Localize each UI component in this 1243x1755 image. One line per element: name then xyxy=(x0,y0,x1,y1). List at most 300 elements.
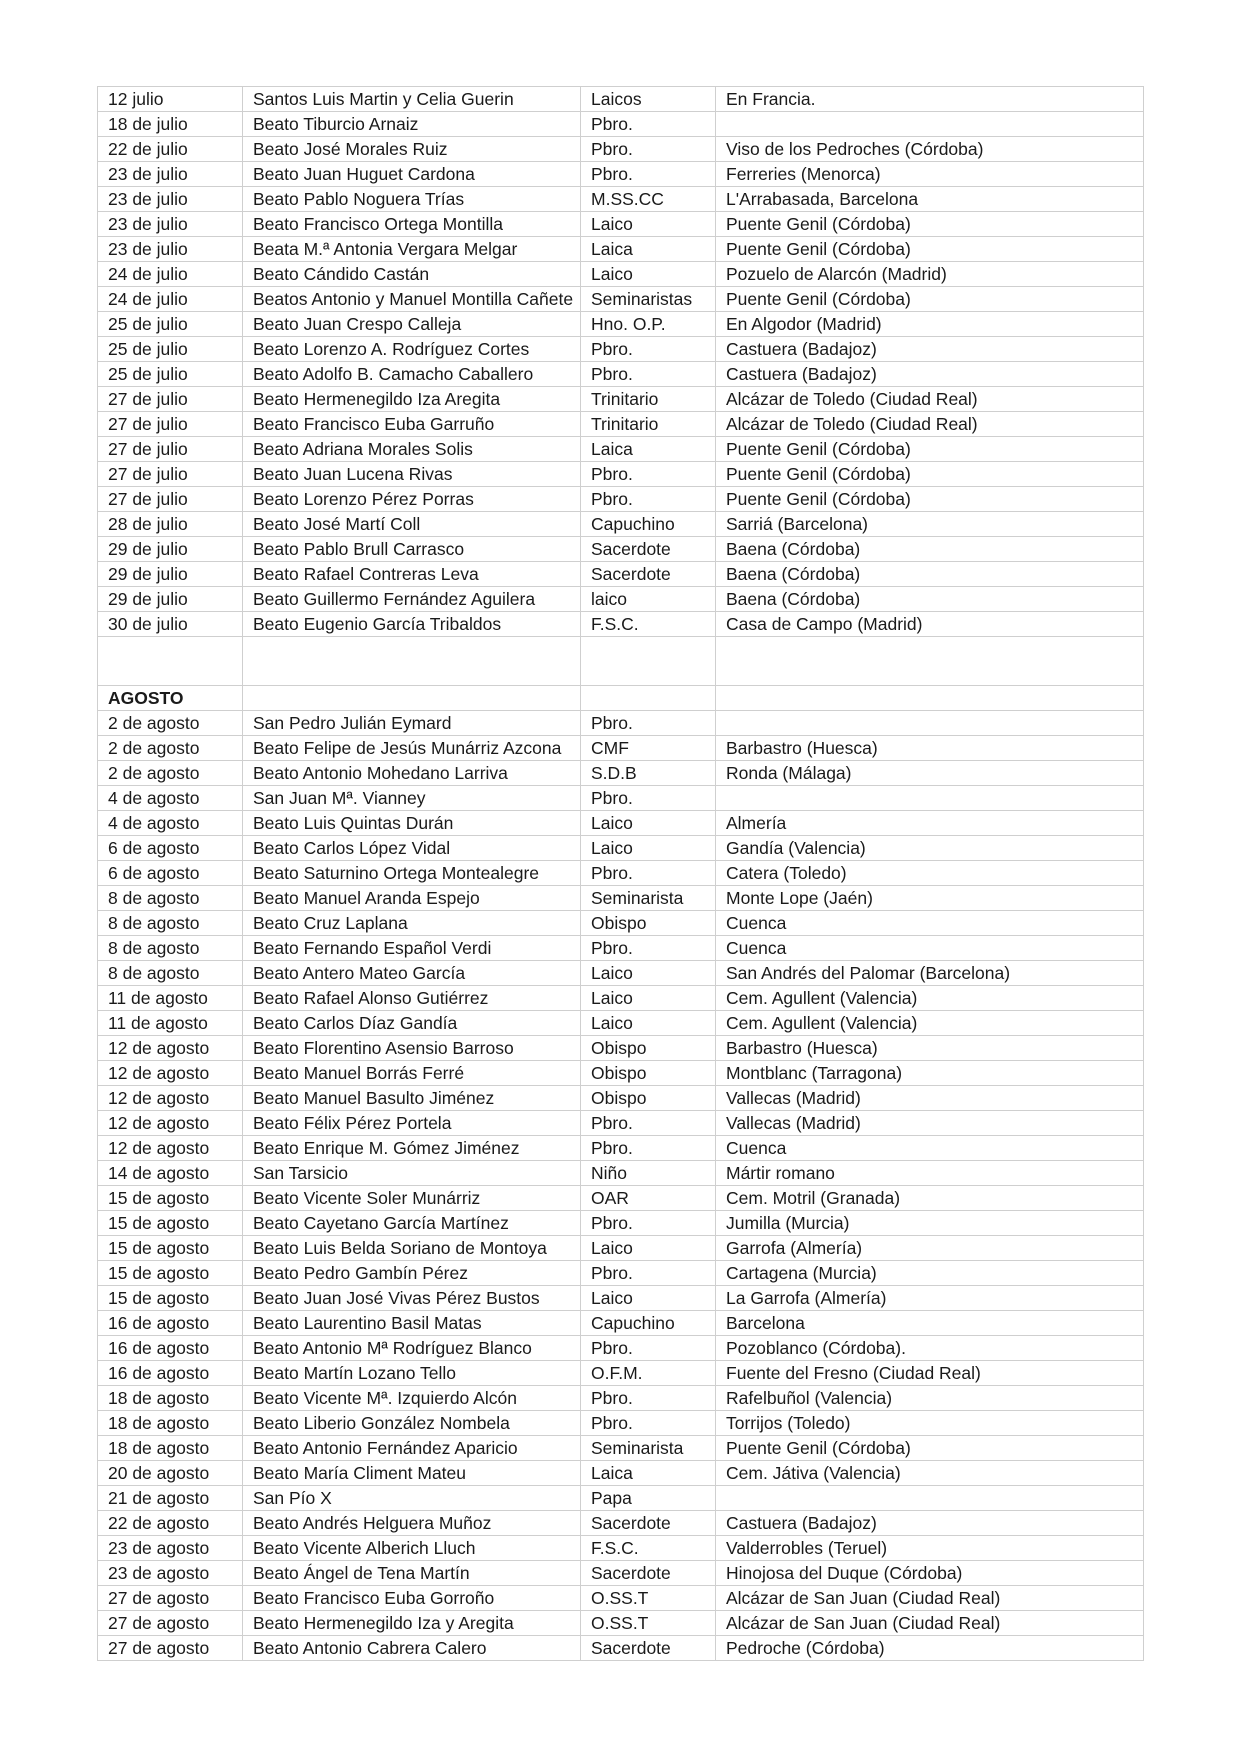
place-cell: Garrofa (Almería) xyxy=(716,1236,1144,1261)
date-cell: 27 de julio xyxy=(98,437,243,462)
date-cell: 25 de julio xyxy=(98,362,243,387)
place-cell: Puente Genil (Córdoba) xyxy=(716,237,1144,262)
name-cell: Beato Juan Crespo Calleja xyxy=(243,312,581,337)
title-cell: Pbro. xyxy=(581,1136,716,1161)
title-cell: Sacerdote xyxy=(581,537,716,562)
title-cell: O.SS.T xyxy=(581,1586,716,1611)
name-cell: Beato Tiburcio Arnaiz xyxy=(243,112,581,137)
title-cell: Pbro. xyxy=(581,786,716,811)
place-cell: Gandía (Valencia) xyxy=(716,836,1144,861)
name-cell: Beatos Antonio y Manuel Montilla Cañete xyxy=(243,287,581,312)
place-cell xyxy=(716,1486,1144,1511)
name-cell: Beato Martín Lozano Tello xyxy=(243,1361,581,1386)
table-row xyxy=(98,1161,1144,1186)
place-cell: Puente Genil (Córdoba) xyxy=(716,287,1144,312)
date-cell: 11 de agosto xyxy=(98,986,243,1011)
place-cell: Pedroche (Córdoba) xyxy=(716,1636,1144,1661)
date-cell: 16 de agosto xyxy=(98,1361,243,1386)
date-cell: 18 de julio xyxy=(98,112,243,137)
name-cell: Beato Luis Quintas Durán xyxy=(243,811,581,836)
name-cell: Beato Francisco Ortega Montilla xyxy=(243,212,581,237)
place-cell: Vallecas (Madrid) xyxy=(716,1086,1144,1111)
title-cell: Pbro. xyxy=(581,1211,716,1236)
august-rows xyxy=(98,711,1144,1661)
date-cell: 6 de agosto xyxy=(98,861,243,886)
place-cell: Valderrobles (Teruel) xyxy=(716,1536,1144,1561)
table-row xyxy=(98,836,1144,861)
table-row xyxy=(98,562,1144,587)
place-cell: Ronda (Málaga) xyxy=(716,761,1144,786)
table-row xyxy=(98,1436,1144,1461)
name-cell: Beato Manuel Basulto Jiménez xyxy=(243,1086,581,1111)
title-cell: OAR xyxy=(581,1186,716,1211)
table-row xyxy=(98,1211,1144,1236)
july-rows xyxy=(98,87,1144,637)
date-cell: 8 de agosto xyxy=(98,961,243,986)
title-cell: Papa xyxy=(581,1486,716,1511)
table-row xyxy=(98,287,1144,312)
place-cell: Puente Genil (Córdoba) xyxy=(716,487,1144,512)
table-row xyxy=(98,1411,1144,1436)
place-cell: Catera (Toledo) xyxy=(716,861,1144,886)
table-row xyxy=(98,137,1144,162)
table-row xyxy=(98,1086,1144,1111)
table-row xyxy=(98,362,1144,387)
date-cell: 15 de agosto xyxy=(98,1236,243,1261)
table-row xyxy=(98,1286,1144,1311)
name-cell: Beato Vicente Mª. Izquierdo Alcón xyxy=(243,1386,581,1411)
title-cell: Pbro. xyxy=(581,936,716,961)
title-cell: Laica xyxy=(581,437,716,462)
name-cell: Beato Hermenegildo Iza Aregita xyxy=(243,387,581,412)
table-row xyxy=(98,1036,1144,1061)
name-cell: San Pío X xyxy=(243,1486,581,1511)
title-cell: Pbro. xyxy=(581,861,716,886)
name-cell: Beato Cayetano García Martínez xyxy=(243,1211,581,1236)
date-cell: 8 de agosto xyxy=(98,886,243,911)
title-cell: Obispo xyxy=(581,1061,716,1086)
name-cell: Beato Cándido Castán xyxy=(243,262,581,287)
name-cell: Beato Eugenio García Tribaldos xyxy=(243,612,581,637)
place-cell: Alcázar de Toledo (Ciudad Real) xyxy=(716,412,1144,437)
table-row xyxy=(98,162,1144,187)
date-cell: 22 de julio xyxy=(98,137,243,162)
table-row xyxy=(98,1486,1144,1511)
place-cell xyxy=(716,786,1144,811)
empty-cell xyxy=(243,686,581,711)
name-cell: Beato Andrés Helguera Muñoz xyxy=(243,1511,581,1536)
name-cell: Beata M.ª Antonia Vergara Melgar xyxy=(243,237,581,262)
date-cell: 24 de julio xyxy=(98,287,243,312)
title-cell: Sacerdote xyxy=(581,1636,716,1661)
name-cell: Beato Carlos Díaz Gandía xyxy=(243,1011,581,1036)
title-cell: Laicos xyxy=(581,87,716,112)
date-cell: 25 de julio xyxy=(98,337,243,362)
date-cell: 18 de agosto xyxy=(98,1386,243,1411)
name-cell: Beato Enrique M. Gómez Jiménez xyxy=(243,1136,581,1161)
title-cell: Hno. O.P. xyxy=(581,312,716,337)
name-cell: Beato Vicente Soler Munárriz xyxy=(243,1186,581,1211)
place-cell: Barbastro (Huesca) xyxy=(716,1036,1144,1061)
name-cell: Beato Antonio Fernández Aparicio xyxy=(243,1436,581,1461)
place-cell xyxy=(716,711,1144,736)
date-cell: 29 de julio xyxy=(98,562,243,587)
place-cell: Barcelona xyxy=(716,1311,1144,1336)
title-cell: O.F.M. xyxy=(581,1361,716,1386)
date-cell: 23 de julio xyxy=(98,162,243,187)
place-cell: Monte Lope (Jaén) xyxy=(716,886,1144,911)
name-cell: Beato Juan Lucena Rivas xyxy=(243,462,581,487)
date-cell: 27 de julio xyxy=(98,387,243,412)
table-row xyxy=(98,986,1144,1011)
table-row xyxy=(98,861,1144,886)
date-cell: 27 de julio xyxy=(98,412,243,437)
table-row xyxy=(98,112,1144,137)
name-cell: San Tarsicio xyxy=(243,1161,581,1186)
title-cell: Laico xyxy=(581,212,716,237)
title-cell: Sacerdote xyxy=(581,562,716,587)
title-cell: F.S.C. xyxy=(581,612,716,637)
title-cell: Capuchino xyxy=(581,512,716,537)
table-row xyxy=(98,1336,1144,1361)
date-cell: 27 de julio xyxy=(98,487,243,512)
title-cell: Niño xyxy=(581,1161,716,1186)
date-cell: 4 de agosto xyxy=(98,811,243,836)
spacer-section xyxy=(98,637,1144,711)
table-row xyxy=(98,487,1144,512)
title-cell: Laico xyxy=(581,836,716,861)
date-cell: 4 de agosto xyxy=(98,786,243,811)
date-cell: 8 de agosto xyxy=(98,911,243,936)
table-row xyxy=(98,886,1144,911)
name-cell: Beato Saturnino Ortega Montealegre xyxy=(243,861,581,886)
place-cell: Sarriá (Barcelona) xyxy=(716,512,1144,537)
table-row xyxy=(98,262,1144,287)
date-cell: 27 de agosto xyxy=(98,1611,243,1636)
month-heading-row xyxy=(98,686,1144,711)
place-cell: Baena (Córdoba) xyxy=(716,562,1144,587)
date-cell: 15 de agosto xyxy=(98,1211,243,1236)
date-cell: 27 de agosto xyxy=(98,1586,243,1611)
place-cell: Hinojosa del Duque (Córdoba) xyxy=(716,1561,1144,1586)
date-cell: 2 de agosto xyxy=(98,736,243,761)
title-cell: Pbro. xyxy=(581,487,716,512)
table-row xyxy=(98,1186,1144,1211)
table-row xyxy=(98,312,1144,337)
name-cell: Beato Florentino Asensio Barroso xyxy=(243,1036,581,1061)
date-cell: 22 de agosto xyxy=(98,1511,243,1536)
place-cell: Puente Genil (Córdoba) xyxy=(716,212,1144,237)
date-cell: 23 de julio xyxy=(98,187,243,212)
name-cell: Beato Lorenzo Pérez Porras xyxy=(243,487,581,512)
title-cell: Obispo xyxy=(581,1036,716,1061)
place-cell: Puente Genil (Córdoba) xyxy=(716,1436,1144,1461)
place-cell: Baena (Córdoba) xyxy=(716,537,1144,562)
name-cell: Beato Félix Pérez Portela xyxy=(243,1111,581,1136)
table-row xyxy=(98,462,1144,487)
table-row xyxy=(98,811,1144,836)
empty-cell xyxy=(716,686,1144,711)
name-cell: Beato Pedro Gambín Pérez xyxy=(243,1261,581,1286)
place-cell: Jumilla (Murcia) xyxy=(716,1211,1144,1236)
name-cell: Beato Luis Belda Soriano de Montoya xyxy=(243,1236,581,1261)
spacer-cell xyxy=(716,637,1144,686)
place-cell: Castuera (Badajoz) xyxy=(716,337,1144,362)
saints-calendar-table xyxy=(97,86,1144,1661)
place-cell: Torrijos (Toledo) xyxy=(716,1411,1144,1436)
table-row xyxy=(98,1061,1144,1086)
title-cell: Sacerdote xyxy=(581,1561,716,1586)
date-cell: 29 de julio xyxy=(98,587,243,612)
title-cell: Pbro. xyxy=(581,1261,716,1286)
place-cell: Cem. Motril (Granada) xyxy=(716,1186,1144,1211)
table-row xyxy=(98,1561,1144,1586)
place-cell: Vallecas (Madrid) xyxy=(716,1111,1144,1136)
table-row xyxy=(98,612,1144,637)
table-row xyxy=(98,1011,1144,1036)
place-cell: Puente Genil (Córdoba) xyxy=(716,437,1144,462)
title-cell: Pbro. xyxy=(581,162,716,187)
title-cell: CMF xyxy=(581,736,716,761)
name-cell: Beato Antonio Mª Rodríguez Blanco xyxy=(243,1336,581,1361)
title-cell: F.S.C. xyxy=(581,1536,716,1561)
title-cell: Laico xyxy=(581,811,716,836)
table-row xyxy=(98,437,1144,462)
month-heading: AGOSTO xyxy=(98,686,243,711)
date-cell: 15 de agosto xyxy=(98,1286,243,1311)
title-cell: Pbro. xyxy=(581,1336,716,1361)
place-cell xyxy=(716,112,1144,137)
date-cell: 6 de agosto xyxy=(98,836,243,861)
place-cell: Cem. Agullent (Valencia) xyxy=(716,1011,1144,1036)
name-cell: Beato Juan Huguet Cardona xyxy=(243,162,581,187)
title-cell: Sacerdote xyxy=(581,1511,716,1536)
name-cell: Beato Francisco Euba Gorroño xyxy=(243,1586,581,1611)
spacer-cell xyxy=(98,637,243,686)
name-cell: Beato Pablo Noguera Trías xyxy=(243,187,581,212)
name-cell: San Juan Mª. Vianney xyxy=(243,786,581,811)
date-cell: 2 de agosto xyxy=(98,761,243,786)
title-cell: Laico xyxy=(581,262,716,287)
table-row xyxy=(98,1311,1144,1336)
place-cell: Viso de los Pedroches (Córdoba) xyxy=(716,137,1144,162)
name-cell: Beato Juan José Vivas Pérez Bustos xyxy=(243,1286,581,1311)
name-cell: Beato Guillermo Fernández Aguilera xyxy=(243,587,581,612)
table-row xyxy=(98,337,1144,362)
table-row xyxy=(98,1461,1144,1486)
name-cell: Beato María Climent Mateu xyxy=(243,1461,581,1486)
table-row xyxy=(98,1111,1144,1136)
name-cell: Beato Antonio Mohedano Larriva xyxy=(243,761,581,786)
name-cell: Beato José Martí Coll xyxy=(243,512,581,537)
place-cell: Fuente del Fresno (Ciudad Real) xyxy=(716,1361,1144,1386)
place-cell: Rafelbuñol (Valencia) xyxy=(716,1386,1144,1411)
place-cell: Mártir romano xyxy=(716,1161,1144,1186)
title-cell: Pbro. xyxy=(581,462,716,487)
title-cell: Pbro. xyxy=(581,362,716,387)
table-row xyxy=(98,512,1144,537)
date-cell: 12 de agosto xyxy=(98,1036,243,1061)
title-cell: O.SS.T xyxy=(581,1611,716,1636)
empty-cell xyxy=(581,686,716,711)
name-cell: Santos Luis Martin y Celia Guerin xyxy=(243,87,581,112)
title-cell: Seminarista xyxy=(581,1436,716,1461)
name-cell: Beato Adriana Morales Solis xyxy=(243,437,581,462)
title-cell: Pbro. xyxy=(581,137,716,162)
spacer-row xyxy=(98,637,1144,686)
name-cell: Beato Rafael Contreras Leva xyxy=(243,562,581,587)
title-cell: Seminaristas xyxy=(581,287,716,312)
name-cell: Beato Carlos López Vidal xyxy=(243,836,581,861)
place-cell: Cuenca xyxy=(716,911,1144,936)
table-row xyxy=(98,961,1144,986)
name-cell: Beato José Morales Ruiz xyxy=(243,137,581,162)
title-cell: Pbro. xyxy=(581,1111,716,1136)
date-cell: 12 de agosto xyxy=(98,1086,243,1111)
date-cell: 12 julio xyxy=(98,87,243,112)
title-cell: Pbro. xyxy=(581,112,716,137)
table-row xyxy=(98,736,1144,761)
date-cell: 23 de agosto xyxy=(98,1536,243,1561)
place-cell: Barbastro (Huesca) xyxy=(716,736,1144,761)
date-cell: 12 de agosto xyxy=(98,1136,243,1161)
title-cell: Laico xyxy=(581,1286,716,1311)
table-row xyxy=(98,761,1144,786)
table-row xyxy=(98,537,1144,562)
spacer-cell xyxy=(243,637,581,686)
date-cell: 28 de julio xyxy=(98,512,243,537)
title-cell: M.SS.CC xyxy=(581,187,716,212)
date-cell: 14 de agosto xyxy=(98,1161,243,1186)
place-cell: Cem. Játiva (Valencia) xyxy=(716,1461,1144,1486)
table-row xyxy=(98,87,1144,112)
name-cell: Beato Antonio Cabrera Calero xyxy=(243,1636,581,1661)
title-cell: Capuchino xyxy=(581,1311,716,1336)
title-cell: Laico xyxy=(581,961,716,986)
title-cell: S.D.B xyxy=(581,761,716,786)
place-cell: Alcázar de Toledo (Ciudad Real) xyxy=(716,387,1144,412)
date-cell: 8 de agosto xyxy=(98,936,243,961)
place-cell: Cartagena (Murcia) xyxy=(716,1261,1144,1286)
table-row xyxy=(98,1386,1144,1411)
date-cell: 16 de agosto xyxy=(98,1336,243,1361)
date-cell: 12 de agosto xyxy=(98,1061,243,1086)
place-cell: Puente Genil (Córdoba) xyxy=(716,462,1144,487)
table-row xyxy=(98,936,1144,961)
place-cell: Alcázar de San Juan (Ciudad Real) xyxy=(716,1611,1144,1636)
date-cell: 27 de julio xyxy=(98,462,243,487)
place-cell: Cuenca xyxy=(716,1136,1144,1161)
title-cell: Laico xyxy=(581,1236,716,1261)
title-cell: Seminarista xyxy=(581,886,716,911)
place-cell: Castuera (Badajoz) xyxy=(716,1511,1144,1536)
table-row xyxy=(98,587,1144,612)
place-cell: Pozoblanco (Córdoba). xyxy=(716,1336,1144,1361)
spacer-cell xyxy=(581,637,716,686)
name-cell: Beato Liberio González Nombela xyxy=(243,1411,581,1436)
place-cell: L'Arrabasada, Barcelona xyxy=(716,187,1144,212)
name-cell: Beato Ángel de Tena Martín xyxy=(243,1561,581,1586)
title-cell: Laico xyxy=(581,1011,716,1036)
title-cell: Obispo xyxy=(581,911,716,936)
name-cell: Beato Laurentino Basil Matas xyxy=(243,1311,581,1336)
table-row xyxy=(98,1236,1144,1261)
title-cell: Laico xyxy=(581,986,716,1011)
place-cell: Cem. Agullent (Valencia) xyxy=(716,986,1144,1011)
table-row xyxy=(98,1511,1144,1536)
date-cell: 23 de julio xyxy=(98,212,243,237)
place-cell: Almería xyxy=(716,811,1144,836)
title-cell: Trinitario xyxy=(581,412,716,437)
table-row xyxy=(98,1536,1144,1561)
name-cell: Beato Felipe de Jesús Munárriz Azcona xyxy=(243,736,581,761)
table-row xyxy=(98,786,1144,811)
name-cell: Beato Fernando Español Verdi xyxy=(243,936,581,961)
table-row xyxy=(98,1636,1144,1661)
table-row xyxy=(98,711,1144,736)
table-row xyxy=(98,1361,1144,1386)
name-cell: Beato Adolfo B. Camacho Caballero xyxy=(243,362,581,387)
table-row xyxy=(98,1611,1144,1636)
place-cell: Casa de Campo (Madrid) xyxy=(716,612,1144,637)
name-cell: Beato Manuel Aranda Espejo xyxy=(243,886,581,911)
date-cell: 12 de agosto xyxy=(98,1111,243,1136)
date-cell: 23 de julio xyxy=(98,237,243,262)
name-cell: Beato Hermenegildo Iza y Aregita xyxy=(243,1611,581,1636)
title-cell: Pbro. xyxy=(581,711,716,736)
name-cell: San Pedro Julián Eymard xyxy=(243,711,581,736)
date-cell: 18 de agosto xyxy=(98,1436,243,1461)
table-row xyxy=(98,1136,1144,1161)
table-row xyxy=(98,1261,1144,1286)
date-cell: 16 de agosto xyxy=(98,1311,243,1336)
title-cell: Laica xyxy=(581,1461,716,1486)
title-cell: Trinitario xyxy=(581,387,716,412)
title-cell: Laica xyxy=(581,237,716,262)
date-cell: 20 de agosto xyxy=(98,1461,243,1486)
place-cell: En Francia. xyxy=(716,87,1144,112)
date-cell: 27 de agosto xyxy=(98,1636,243,1661)
place-cell: Ferreries (Menorca) xyxy=(716,162,1144,187)
date-cell: 11 de agosto xyxy=(98,1011,243,1036)
place-cell: Baena (Córdoba) xyxy=(716,587,1144,612)
date-cell: 30 de julio xyxy=(98,612,243,637)
table-row xyxy=(98,237,1144,262)
date-cell: 25 de julio xyxy=(98,312,243,337)
table-row xyxy=(98,187,1144,212)
name-cell: Beato Antero Mateo García xyxy=(243,961,581,986)
place-cell: Castuera (Badajoz) xyxy=(716,362,1144,387)
title-cell: laico xyxy=(581,587,716,612)
name-cell: Beato Manuel Borrás Ferré xyxy=(243,1061,581,1086)
name-cell: Beato Vicente Alberich Lluch xyxy=(243,1536,581,1561)
place-cell: Pozuelo de Alarcón (Madrid) xyxy=(716,262,1144,287)
title-cell: Pbro. xyxy=(581,1411,716,1436)
place-cell: San Andrés del Palomar (Barcelona) xyxy=(716,961,1144,986)
date-cell: 15 de agosto xyxy=(98,1261,243,1286)
title-cell: Pbro. xyxy=(581,337,716,362)
place-cell: En Algodor (Madrid) xyxy=(716,312,1144,337)
date-cell: 18 de agosto xyxy=(98,1411,243,1436)
date-cell: 24 de julio xyxy=(98,262,243,287)
name-cell: Beato Rafael Alonso Gutiérrez xyxy=(243,986,581,1011)
name-cell: Beato Pablo Brull Carrasco xyxy=(243,537,581,562)
date-cell: 21 de agosto xyxy=(98,1486,243,1511)
name-cell: Beato Cruz Laplana xyxy=(243,911,581,936)
place-cell: Alcázar de San Juan (Ciudad Real) xyxy=(716,1586,1144,1611)
date-cell: 15 de agosto xyxy=(98,1186,243,1211)
table-row xyxy=(98,1586,1144,1611)
